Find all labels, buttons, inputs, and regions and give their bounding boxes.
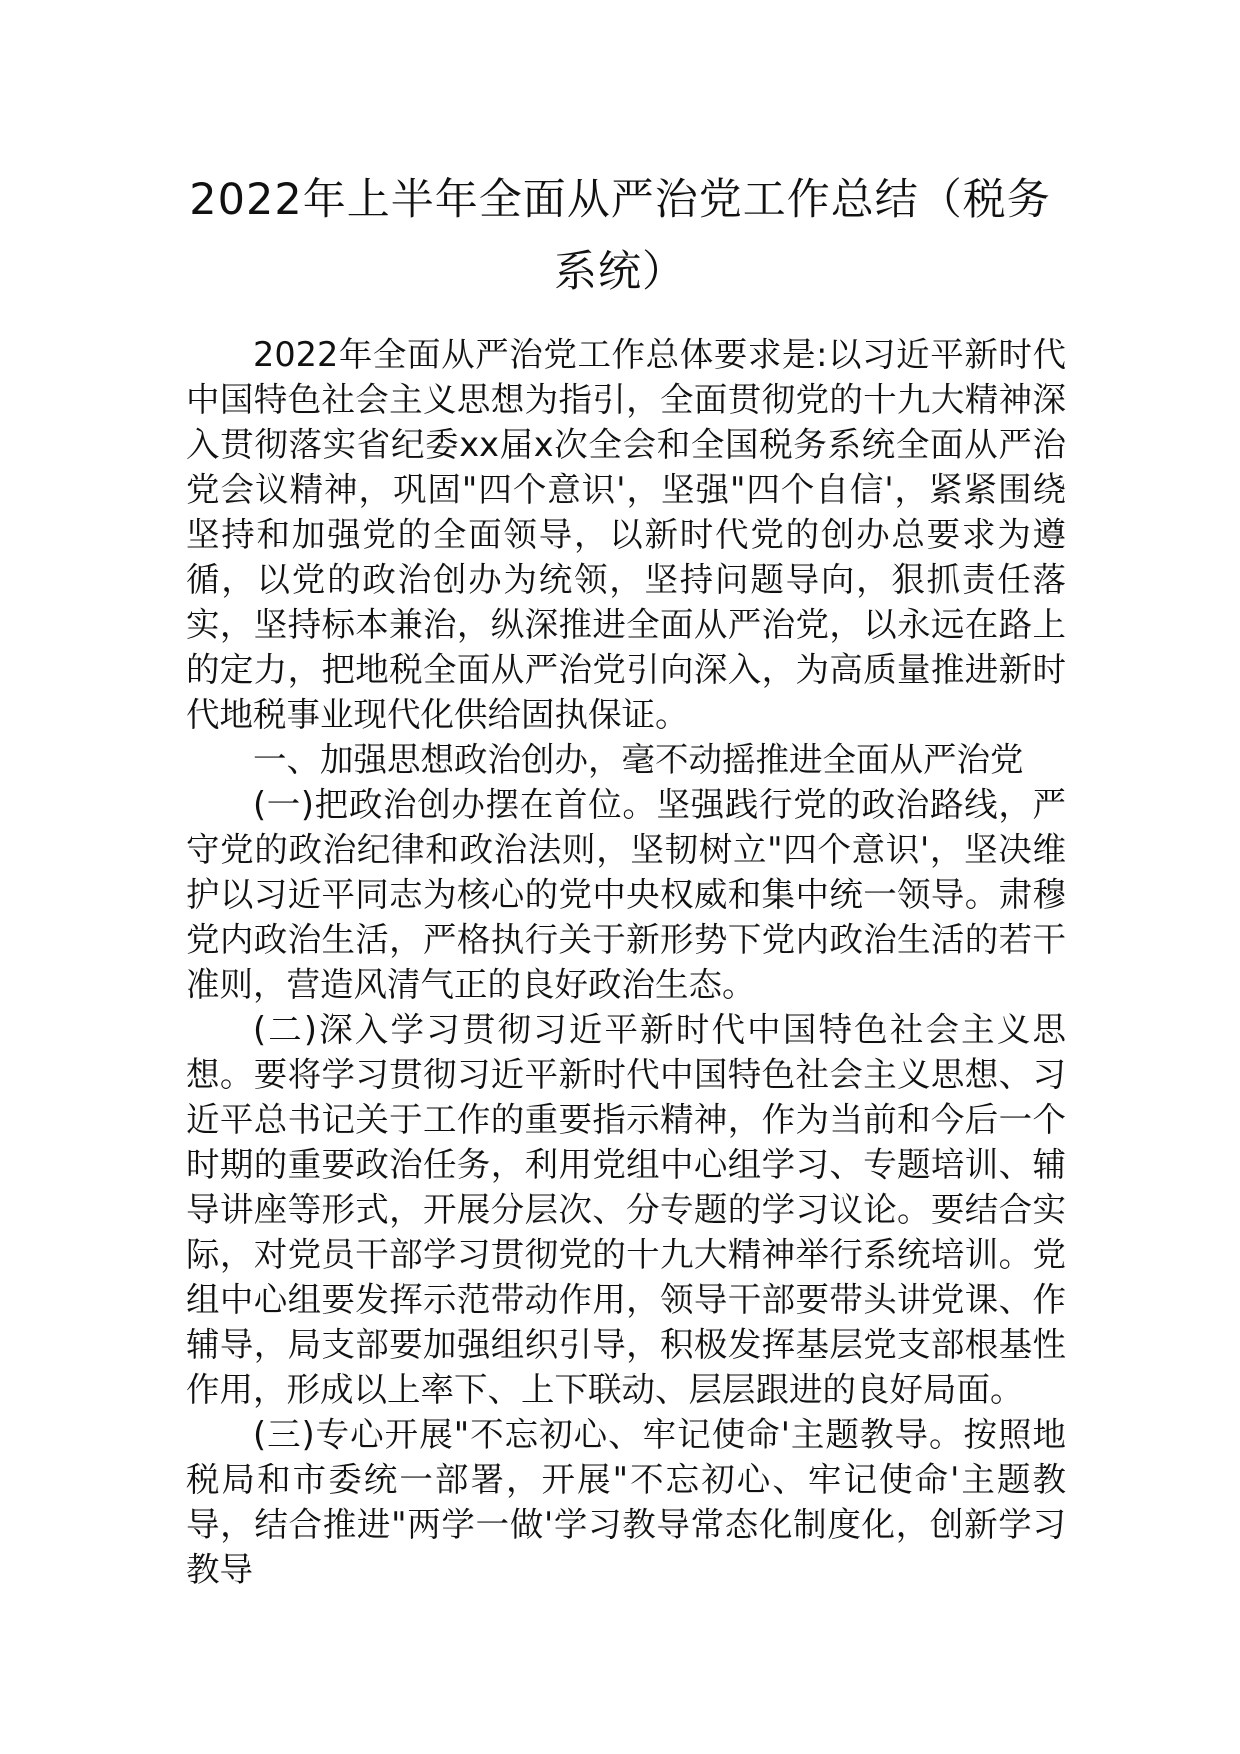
paragraph-item-1: (一)把政治创办摆在首位。坚强践行党的政治路线，严守党的政治纪律和政治法则，坚韧树立"四个意识'，坚决维护以习近平同志为核心的党中央权威和集中统一领导。肃穆党内政治生活，严格执行关于新形势下党内政治生活的若干准则，营造风清气正的良好政治生态。 (186, 785, 1066, 1004)
paragraph-item-2: (二)深入学习贯彻习近平新时代中国特色社会主义思想。要将学习贯彻习近平新时代中国特色社会主义思想、习近平总书记关于工作的重要指示精神，作为当前和今后一个时期的重要政治任务，利用党组中心组学习、专题培训、辅导讲座等形式，开展分层次、分专题的学习议论。要结合实际，对党员干部学习贯彻党的十九大精神举行系统培训。党组中心组要发挥示范带动作用，领导干部要带头讲党课、作辅导，局支部要加强组织引导，积极发挥基层党支部根基性作用，形成以上率下、上下联动、层层跟进的良好局面。 (186, 1010, 1066, 1409)
paragraph-item-3: (三)专心开展"不忘初心、牢记使命'主题教导。按照地税局和市委统一部署，开展"不忘初心、牢记使命'主题教导，结合推进"两学一做'学习教导常态化制度化，创新学习教导 (186, 1415, 1066, 1589)
document-body (186, 332, 1066, 1592)
section-heading-1: 一、加强思想政治创办，毫不动摇推进全面从严治党 (253, 740, 1024, 779)
intro-paragraph: 2022年全面从严治党工作总体要求是:以习近平新时代中国特色社会主义思想为指引，全面贯彻党的十九大精神深入贯彻落实省纪委xx届x次全会和全国税务系统全面从严治党会议精神，巩固"四个意识'，坚强"四个自信'，紧紧围绕坚持和加强党的全面领导，以新时代党的创办总要求为遵循，以党的政治创办为统领，坚持问题导向，狠抓责任落实，坚持标本兼治，纵深推进全面从严治党，以永远在路上的定力，把地税全面从严治党引向深入，为高质量推进新时代地税事业现代化供给固执保证。 (186, 335, 1066, 734)
document-title: 2022年上半年全面从严治党工作总结（税务系统） (189, 175, 1051, 297)
